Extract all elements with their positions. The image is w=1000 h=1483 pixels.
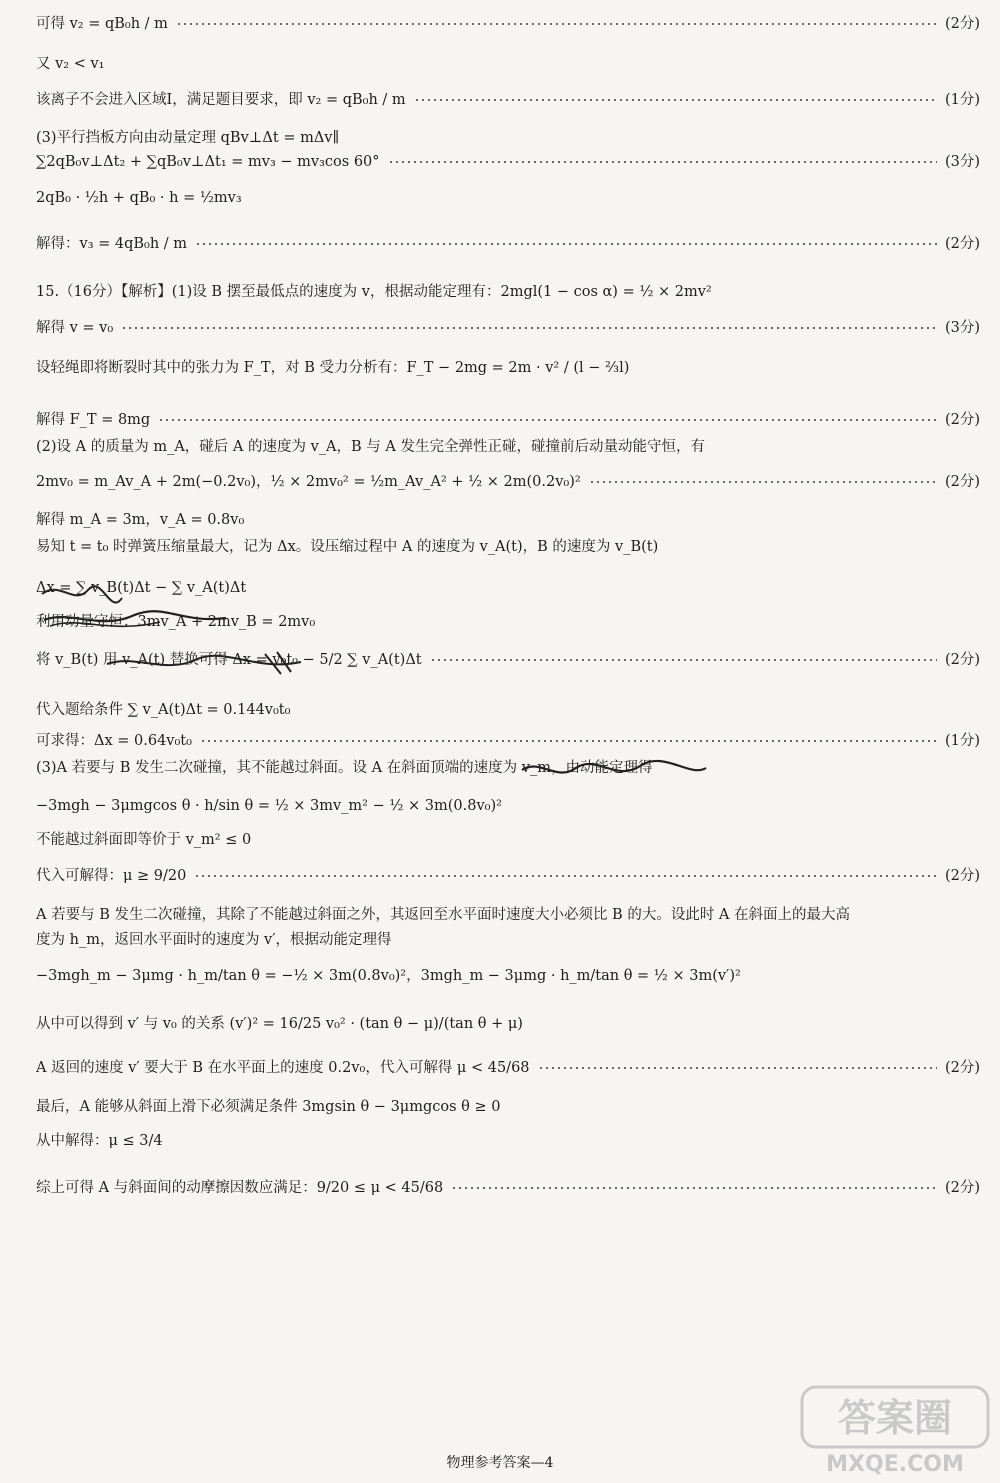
solution-line — [36, 472, 980, 492]
line-text: 解得 m_A = 3m，v_A = 0.8v₀ — [36, 512, 245, 528]
score-label: (2分) — [944, 412, 980, 428]
score-label: (2分) — [944, 868, 980, 884]
line-text: 代入题给条件 ∑ v_A(t)Δt = 0.144v₀t₀ — [36, 702, 291, 718]
line-text: 易知 t = t₀ 时弹簧压缩量最大，记为 Δx。设压缩过程中 A 的速度为 v_A(t)，B 的速度为 v_B(t) — [36, 539, 659, 555]
line-text: (2)设 A 的质量为 m_A，碰后 A 的速度为 v_A，B 与 A 发生完全弹性正碰，碰撞前后动量动能守恒，有 — [36, 439, 705, 455]
solution-line — [36, 318, 980, 338]
line-text: 设轻绳即将断裂时其中的张力为 F_T，对 B 受力分析有：F_T − 2mg = 2m · v² / (l − ⅔l) — [36, 360, 630, 376]
line-text: 该离子不会进入区域Ⅰ，满足题目要求，即 v₂ = qB₀h / m — [36, 92, 406, 108]
line-text: Δx = ∑ v_B(t)Δt − ∑ v_A(t)Δt — [36, 580, 247, 596]
line-text: 解得 v = v₀ — [36, 320, 114, 336]
dot-leader — [195, 243, 937, 245]
handwritten-scribble — [40, 576, 230, 636]
page-footer: 物理参考答案—4 — [446, 1455, 554, 1471]
score-label: (2分) — [944, 16, 980, 32]
score-label: (2分) — [944, 652, 980, 668]
solution-line — [36, 966, 980, 986]
solution-line — [36, 152, 980, 172]
handwritten-scribble — [520, 756, 710, 784]
solution-line — [36, 90, 980, 110]
line-text: −3mgh_m − 3μmg · h_m/tan θ = −½ × 3m(0.8v₀)²，3mgh_m − 3μmg · h_m/tan θ = ½ × 3m(v′)² — [36, 968, 741, 984]
solution-line — [36, 930, 980, 950]
score-label: (1分) — [944, 733, 980, 749]
solution-line — [36, 1131, 980, 1151]
solution-line — [36, 358, 980, 378]
line-text: 可得 v₂ = qB₀h / m — [36, 16, 168, 32]
line-text: 又 v₂ < v₁ — [36, 56, 105, 72]
dot-leader — [538, 1067, 937, 1069]
line-text: (3)平行挡板方向由动量定理 qBv⊥Δt = mΔv∥ — [36, 130, 340, 146]
score-label: (2分) — [944, 1180, 980, 1196]
line-text: 解得 F_T = 8mg — [36, 412, 151, 428]
line-text: −3mgh − 3μmgcos θ · h/sin θ = ½ × 3mv_m² − ½ × 3m(0.8v₀)² — [36, 798, 502, 814]
solution-line — [36, 188, 980, 208]
solution-line — [36, 1014, 980, 1034]
score-label: (1分) — [944, 92, 980, 108]
line-text: 最后，A 能够从斜面上滑下必须满足条件 3mgsin θ − 3μmgcos θ ≥ 0 — [36, 1099, 501, 1115]
line-text: A 返回的速度 v′ 要大于 B 在水平面上的速度 0.2v₀，代入可解得 μ < 45/68 — [36, 1060, 530, 1076]
score-label: (2分) — [944, 474, 980, 490]
solution-line — [36, 54, 980, 74]
score-label: (2分) — [944, 236, 980, 252]
dot-leader — [388, 161, 937, 163]
score-label: (2分) — [944, 1060, 980, 1076]
line-text: 2mv₀ = m_Av_A + 2m(−0.2v₀)，½ × 2mv₀² = ½m_Av_A² + ½ × 2m(0.2v₀)² — [36, 474, 581, 490]
solution-line — [36, 758, 980, 778]
solution-line — [36, 731, 980, 751]
dot-leader — [414, 99, 937, 101]
solution-line — [36, 282, 980, 302]
line-text: 度为 h_m，返回水平面时的速度为 v′，根据动能定理得 — [36, 932, 392, 948]
solution-line — [36, 410, 980, 430]
solution-line — [36, 437, 980, 457]
line-text: 解得：v₃ = 4qB₀h / m — [36, 236, 188, 252]
dot-leader — [200, 740, 937, 742]
line-text: 不能越过斜面即等价于 v_m² ≤ 0 — [36, 832, 252, 848]
line-text: 15.（16分）【解析】(1)设 B 摆至最低点的速度为 v，根据动能定理有：2mgl(1 − cos α) = ½ × 2mv² — [36, 284, 712, 300]
line-text: 从中可以得到 v′ 与 v₀ 的关系 (v′)² = 16/25 v₀² · (tan θ − μ)/(tan θ + μ) — [36, 1016, 523, 1032]
solution-line — [36, 1178, 980, 1198]
line-text: 利用动量守恒：3mv_A + 2mv_B = 2mv₀ — [36, 614, 316, 630]
line-text: A 若要与 B 发生二次碰撞，其除了不能越过斜面之外，其返回至水平面时速度大小必须比 B 的大。设此时 A 在斜面上的最大高 — [36, 907, 851, 923]
score-label: (3分) — [944, 154, 980, 170]
line-text: 可求得：Δx = 0.64v₀t₀ — [36, 733, 192, 749]
solution-line — [36, 1097, 980, 1117]
dot-leader — [194, 875, 937, 877]
score-label: (3分) — [944, 320, 980, 336]
line-text: 综上可得 A 与斜面间的动摩擦因数应满足：9/20 ≤ μ < 45/68 — [36, 1180, 444, 1196]
dot-leader — [176, 23, 937, 25]
solution-line — [36, 830, 980, 850]
solution-line — [36, 905, 980, 925]
solution-line — [36, 796, 980, 816]
svg-text:答案圈: 答案圈 — [837, 1396, 953, 1440]
solution-line — [36, 700, 980, 720]
solution-line — [36, 14, 980, 34]
solution-line — [36, 537, 980, 557]
line-text: 代入可解得：μ ≥ 9/20 — [36, 868, 187, 884]
solution-line — [36, 234, 980, 254]
solution-line — [36, 866, 980, 886]
dot-leader — [589, 481, 937, 483]
line-text: 将 v_B(t) 用 v_A(t) 替换可得 Δx = v₀t₀ − 5/2 ∑ v_A(t)Δt — [36, 652, 422, 668]
dot-leader — [158, 419, 937, 421]
svg-text:MXQE.COM: MXQE.COM — [826, 1452, 964, 1477]
line-text: 从中解得：μ ≤ 3/4 — [36, 1133, 163, 1149]
line-text: (3)A 若要与 B 发生二次碰撞，其不能越过斜面。设 A 在斜面顶端的速度为 v_m，由动能定理得 — [36, 760, 653, 776]
solution-line — [36, 510, 980, 530]
dot-leader — [430, 659, 937, 661]
dot-leader — [451, 1187, 937, 1189]
solution-line — [36, 128, 980, 148]
dot-leader — [121, 327, 937, 329]
line-text: 2qB₀ · ½h + qB₀ · h = ½mv₃ — [36, 190, 242, 206]
solution-line — [36, 1058, 980, 1078]
handwritten-scribble — [105, 648, 305, 678]
watermark-logo — [800, 1385, 990, 1477]
line-text: ∑2qB₀v⊥Δt₂ + ∑qB₀v⊥Δt₁ = mv₃ − mv₃cos 60° — [36, 154, 380, 170]
